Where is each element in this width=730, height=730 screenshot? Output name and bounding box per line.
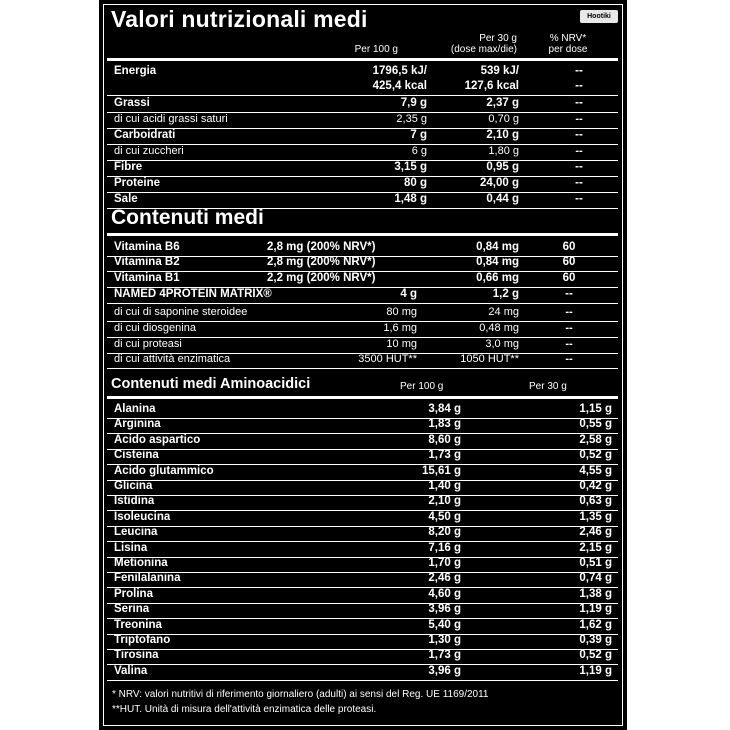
footnote-hut: **HUT. Unità di misura dell'attività enzimatica delle proteasi. — [112, 704, 377, 715]
divider-thick — [107, 58, 618, 61]
value-per30: 0,84 mg — [476, 241, 519, 253]
value-per30: 0,51 g — [579, 557, 612, 569]
footnote-nrv: * NRV: valori nutritivi di riferimento giornaliero (adulti) ai sensi del Reg. UE 1169/2011 — [112, 689, 489, 700]
value-per30: 127,6 kcal — [464, 80, 519, 92]
value-per100: 1,83 g — [428, 418, 461, 431]
value-per30: 1,80 g — [488, 145, 519, 157]
value-nrv: -- — [565, 306, 573, 318]
value-nrv: -- — [565, 322, 573, 334]
value-per100: 3,96 g — [428, 603, 461, 616]
value-per100: 5,40 g — [428, 618, 461, 631]
row-divider — [107, 368, 618, 369]
value-nrv: 60 — [562, 272, 576, 284]
value-per100: 1,73 g — [428, 649, 461, 662]
amino-name: Acido aspartico — [114, 433, 201, 446]
nutrient-name: Sale — [114, 193, 138, 205]
value-per100: 7 g — [410, 129, 427, 141]
value-per30: 1,38 g — [579, 587, 612, 600]
nutrient-name: Energia — [114, 65, 157, 77]
section-amino-title: Contenuti medi Aminoacidici — [111, 376, 311, 392]
value-nrv: -- — [575, 193, 583, 205]
value-per100: 1796,5 kJ/ — [372, 65, 427, 77]
value-per30: 1,62 g — [579, 618, 612, 631]
brand-badge: Hootiki — [580, 10, 618, 23]
value-per100: 4 g — [400, 288, 417, 300]
value-per30: 2,10 g — [486, 129, 519, 141]
value-nrv: 60 — [562, 256, 576, 268]
amino-name: Metionina — [114, 557, 168, 569]
value-per30: 0,55 g — [579, 418, 612, 431]
value-per30: 2,58 g — [579, 433, 612, 446]
value-per100: 1,70 g — [428, 557, 461, 569]
ingredient-name: Vitamina B1 — [114, 272, 180, 284]
value-per30: 0,48 mg — [479, 322, 519, 334]
value-per30: 4,55 g — [579, 464, 612, 477]
amino-name: Cisteina — [114, 449, 159, 462]
value-per30: 0,52 g — [579, 649, 612, 662]
value-per30: 1,19 g — [579, 664, 612, 677]
value-nrv: -- — [575, 145, 583, 157]
ingredient-name: Vitamina B6 — [114, 241, 180, 253]
value-per30: 1,19 g — [579, 603, 612, 616]
row-divider — [107, 303, 618, 304]
value-per100: 1,40 g — [428, 480, 461, 492]
value-per100: 80 g — [403, 177, 427, 189]
value-per100: 10 mg — [386, 338, 417, 350]
value-per30: 24 mg — [488, 306, 519, 318]
amino-name: Prolina — [114, 587, 153, 600]
amino-name: Tirosina — [114, 649, 159, 662]
value-per30: 2,37 g — [486, 97, 519, 109]
amino-name: Valina — [114, 664, 148, 677]
nutrition-label — [99, 0, 627, 730]
amino-name: Arginina — [114, 418, 161, 431]
value-per100: 6 g — [411, 145, 427, 157]
value-per30: 0,70 g — [488, 113, 519, 125]
amino-header-per100: Per 100 g — [400, 381, 444, 392]
value-per100: 2,2 mg (200% NRV*) — [267, 272, 376, 284]
amino-name: Treonina — [114, 618, 162, 631]
value-per100: 80 mg — [386, 306, 417, 318]
value-nrv: -- — [565, 288, 573, 300]
header-per30: Per 30 g — [479, 33, 517, 44]
value-per100: 3,15 g — [394, 161, 427, 173]
value-nrv: -- — [575, 65, 583, 77]
nutrient-name: Proteine — [114, 177, 161, 189]
amino-name: Isoleucina — [114, 510, 171, 523]
value-per100: 7,9 g — [400, 97, 427, 109]
value-per30: 0,39 g — [579, 634, 612, 646]
value-per30: 2,46 g — [579, 526, 612, 539]
value-nrv: -- — [575, 177, 583, 189]
value-per30: 0,95 g — [486, 161, 519, 173]
value-per30: 24,00 g — [480, 177, 519, 189]
amino-name: Lisina — [114, 541, 148, 554]
value-nrv: -- — [575, 113, 583, 125]
header-per30-dose: (dose max/die) — [450, 44, 517, 55]
nutrient-name: Fibre — [114, 161, 143, 173]
nutrient-name: Grassi — [114, 97, 150, 109]
value-per30: 1,2 g — [492, 288, 519, 300]
amino-name: Glicina — [114, 480, 153, 492]
value-per100: 15,61 g — [422, 464, 461, 477]
section-contenuti-title: Contenuti medi — [111, 206, 264, 229]
amino-name: Serina — [114, 603, 150, 616]
value-per100: 2,10 g — [428, 495, 461, 508]
amino-name: Fenilalanina — [114, 572, 181, 585]
value-per100: 8,60 g — [428, 433, 461, 446]
value-per30: 0,63 g — [579, 495, 612, 508]
value-nrv: -- — [565, 353, 573, 365]
value-nrv: -- — [575, 161, 583, 173]
amino-name: Leucina — [114, 526, 158, 539]
nutrient-name: di cui acidi grassi saturi — [114, 113, 228, 125]
value-nrv: -- — [575, 129, 583, 141]
value-per100: 3500 HUT** — [358, 353, 417, 365]
value-per100: 8,20 g — [428, 526, 461, 539]
amino-name: Alanina — [114, 403, 156, 415]
nutrient-name: Carboidrati — [114, 129, 176, 141]
value-nrv: -- — [575, 97, 583, 109]
value-per100: 3,84 g — [428, 403, 461, 415]
value-per100: 2,8 mg (200% NRV*) — [267, 241, 376, 253]
value-per30: 0,74 g — [579, 572, 612, 585]
value-per30: 0,42 g — [579, 480, 612, 492]
divider-thick — [107, 396, 618, 399]
amino-name: Istidina — [114, 495, 155, 508]
value-per100: 1,6 mg — [383, 322, 417, 334]
value-nrv: 60 — [562, 241, 576, 253]
amino-header-per30: Per 30 g — [529, 381, 567, 392]
value-per30: 0,52 g — [579, 449, 612, 462]
value-per30: 1050 HUT** — [460, 353, 519, 365]
value-per100: 1,48 g — [394, 193, 427, 205]
amino-name: Acido glutammico — [114, 464, 214, 477]
header-nrv: % NRV* — [549, 33, 587, 44]
ingredient-name: di cui di saponine steroidee — [114, 306, 248, 318]
header-per100: Per 100 g — [354, 44, 398, 55]
value-per30: 1,15 g — [579, 403, 612, 415]
ingredient-name: NAMED 4PROTEIN MATRIX® — [114, 288, 272, 300]
row-divider — [107, 680, 618, 681]
value-per100: 425,4 kcal — [372, 80, 427, 92]
value-per30: 0,66 mg — [476, 272, 519, 284]
row-divider — [107, 95, 618, 96]
value-per30: 0,44 g — [486, 193, 519, 205]
value-per100: 2,8 mg (200% NRV*) — [267, 256, 376, 268]
value-per100: 1,73 g — [428, 449, 461, 462]
ingredient-name: di cui attività enzimatica — [114, 353, 231, 365]
value-per100: 1,30 g — [428, 634, 461, 646]
value-per100: 7,16 g — [428, 541, 461, 554]
ingredient-name: di cui proteasi — [114, 338, 182, 350]
value-per100: 2,35 g — [396, 113, 427, 125]
value-per30: 1,35 g — [579, 510, 612, 523]
value-per100: 4,60 g — [428, 587, 461, 600]
value-per100: 2,46 g — [428, 572, 461, 585]
value-per100: 3,96 g — [428, 664, 461, 677]
label-title: Valori nutrizionali medi — [111, 6, 368, 32]
ingredient-name: Vitamina B2 — [114, 256, 180, 268]
header-nrv-dose: per dose — [548, 44, 588, 55]
value-per30: 539 kJ/ — [480, 65, 519, 77]
amino-name: Triptofano — [114, 634, 171, 646]
value-nrv: -- — [565, 338, 573, 350]
value-per100: 4,50 g — [428, 510, 461, 523]
value-nrv: -- — [575, 80, 583, 92]
value-per30: 0,84 mg — [476, 256, 519, 268]
divider-thick — [107, 233, 618, 236]
ingredient-name: di cui diosgenina — [114, 322, 196, 334]
nutrient-name: di cui zuccheri — [114, 145, 184, 157]
value-per30: 2,15 g — [579, 541, 612, 554]
value-per30: 3,0 mg — [485, 338, 519, 350]
